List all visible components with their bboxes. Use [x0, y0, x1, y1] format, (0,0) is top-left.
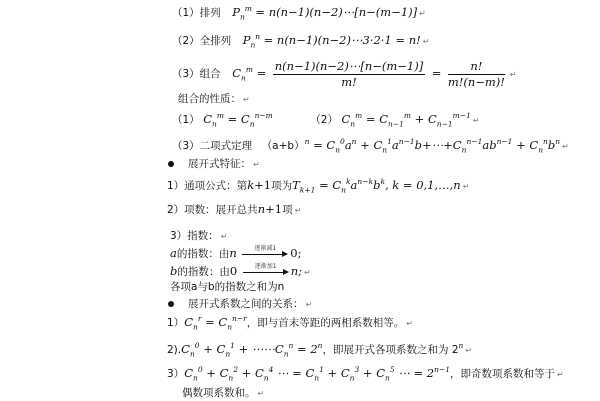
permutation-formula: （1）排列 $P_n^m$ = n(n−1)(n−2)⋯[n−(m−1)] ↵ [172, 4, 426, 22]
label: （1）排列 [172, 7, 221, 19]
properties-heading: 组合的性质： ↵ [178, 93, 250, 105]
coefficient-relation-1: $1)C_n^r = C_n^{n-r}$，即与首末等距的两相系数相等。 ↵ [167, 314, 413, 332]
label: （3）组合 [172, 68, 221, 80]
formula-text: = n(n−1)(n−2)⋯3·2·1 = n! [263, 33, 421, 47]
combination-formula: （3）组合 $C_n^m$ = $\frac{n(n-1)(n-2)\cdots[n-(m-1)]}{m!}$ = $\frac{n!}{m!(n-m)!}$ ↵ [172, 58, 517, 89]
coefficient-heading: 展开式系数之间的关系： ↵ [168, 297, 312, 312]
coefficient-relation-3-continued: 偶数项系数和。 ↵ [182, 387, 265, 399]
label: （2） [310, 114, 338, 126]
exponent-b: b的指数：由0 逐渐加1 n; ↵ [170, 263, 311, 278]
expansion-heading: 展开式特征： ↵ [168, 157, 260, 172]
label: （1） [172, 114, 200, 126]
bullet-icon [168, 161, 174, 167]
exponent-heading: 3）指数： ↵ [170, 230, 228, 242]
coefficient-relation-3: $3)C_n^0 + C_n^2 + C_n^4$ ⋯ = $C_n^1 + C_n^3 + C_n^5$ ⋯ = $2^{n-1}$，即奇数项系数和等于 ↵ [167, 365, 564, 383]
term-count: 2）项数：展开总共n+1项 ↵ [167, 202, 302, 216]
coefficient-relation-2: $2).C_n^0 + C_n^1$ + $\cdots\cdots C_n^n = 2^n$，即展开式各项系数之和为 2$^n$↵ [167, 341, 473, 359]
exponent-sum: 各项a与b的指数之和为n [170, 281, 285, 293]
label: （2）全排列 [172, 35, 232, 47]
fraction: $\frac{n(n-1)(n-2)\cdots[n-(m-1)]}{m!}$ [274, 58, 424, 89]
bullet-icon [168, 301, 174, 307]
general-term: 1）通项公式：第k+1项为$T_{k+1} = C_n^ka^{n-k}b^k$, k = 0,1,…,n ↵ [167, 177, 470, 195]
formula-text: = n(n−1)(n−2)⋯[n−(m−1)] [255, 5, 418, 19]
arrow-right-icon: 逐渐加1 [243, 266, 289, 278]
fraction: $\frac{n!}{m!(n-m)!}$ [447, 58, 505, 89]
binomial-theorem: （3）二项式定理 $(a+b)^n = C_n^0a^n$ + $C_n^1a^{n-1}b+\cdots+C_n^{n-1}ab^{n-1}$ + $C_n^nb^n↵$ [172, 137, 569, 155]
arrow-right-icon: 逐渐减1 [242, 248, 288, 260]
label: （3）二项式定理 [172, 140, 253, 152]
combination-properties: （1） $C_n^m = C_n^{n-m}$ （2） $C_n^m = C_{n-1}^m$ + $C_{n-1}^{m-1}↵$ [172, 111, 480, 129]
exponent-a: a的指数：由n 逐渐减1 0; [170, 245, 302, 260]
full-permutation-formula: （2）全排列 $P_n^n$ = n(n−1)(n−2)⋯3·2·1 = n! ↵ [172, 32, 430, 50]
